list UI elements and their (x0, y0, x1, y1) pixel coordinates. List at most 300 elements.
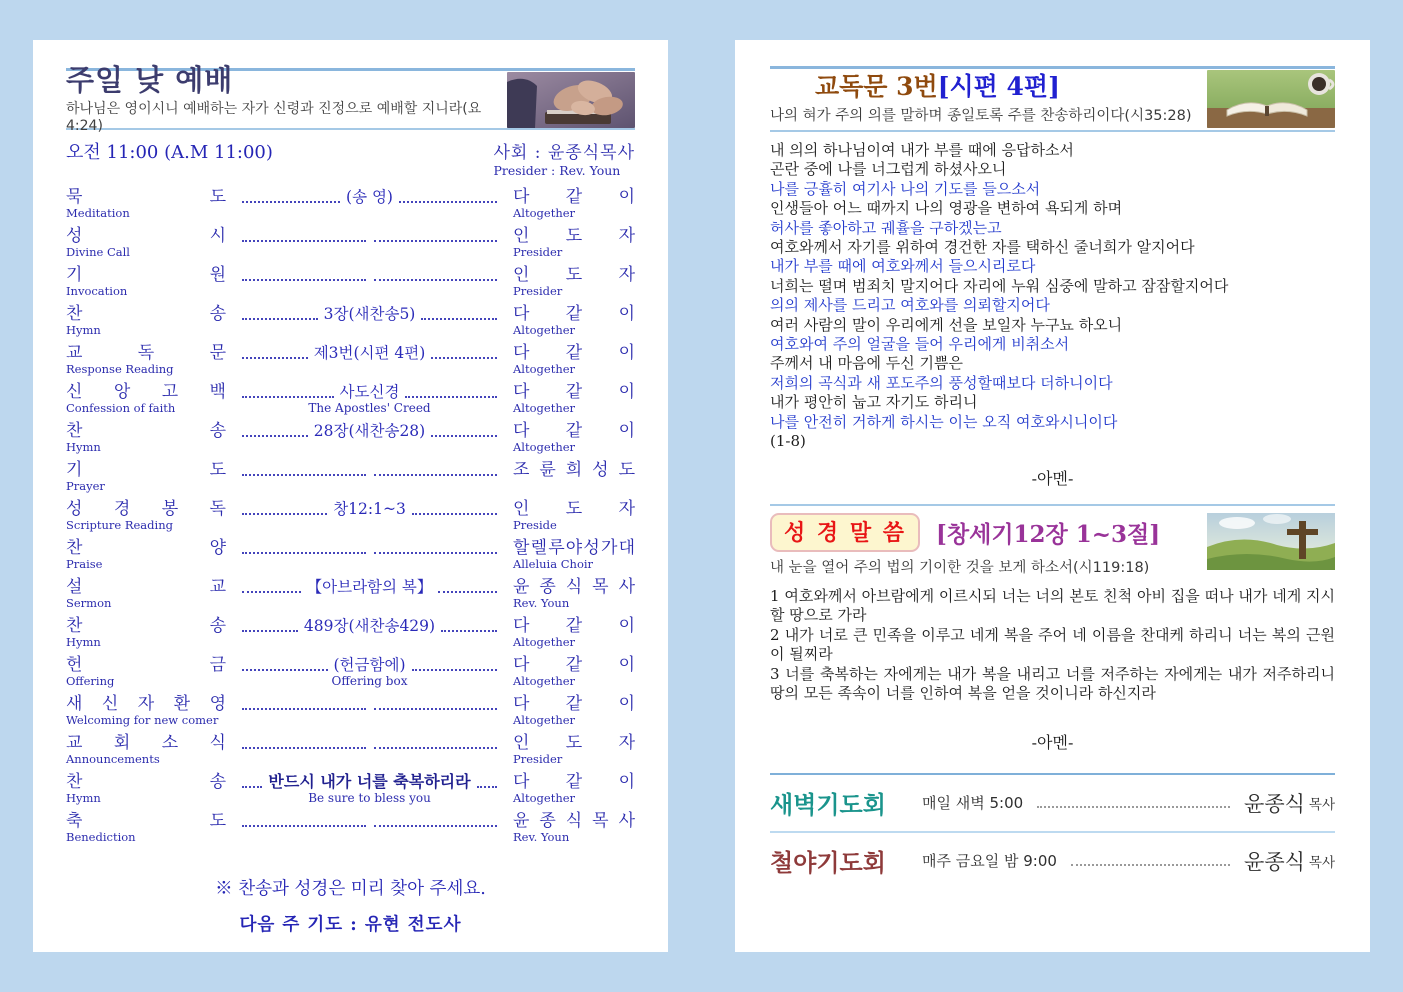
char: 신 (66, 382, 83, 402)
item-who-cell (513, 539, 635, 578)
char: 교 (209, 577, 226, 597)
char: 인 (513, 226, 530, 246)
worship-item-row (66, 578, 635, 617)
char: 종 (539, 577, 556, 597)
psalm-line: 곤란 중에 나를 너그럽게 하셨사오니 (770, 160, 1007, 179)
item-who-cell (513, 695, 635, 734)
item-label-cell (66, 422, 226, 461)
psalm-line: 허사를 좋아하고 궤휼을 구하겠는고 (770, 218, 1002, 237)
psalm-line: 의의 제사를 드리고 여호와를 의뢰할지어다 (770, 296, 1050, 315)
char: 자 (618, 265, 635, 285)
item-english-label: Divine Call (66, 245, 130, 259)
page-title: 주일 낮 예배 (66, 62, 234, 97)
psalm-line: 주께서 내 마음에 두신 기쁨은 (770, 354, 963, 373)
item-center-subtext: The Apostles' Creed (308, 401, 431, 415)
char: 기 (66, 265, 83, 285)
char: 자 (618, 499, 635, 519)
meeting-time: 매일 새벽 5:00 (922, 794, 1024, 812)
prayer-meeting-row (770, 775, 1335, 831)
char: 륜 (539, 460, 556, 480)
char: 루 (548, 538, 565, 558)
char: 경 (113, 499, 131, 519)
char: 윤 (513, 811, 530, 831)
char: 봉 (161, 499, 179, 519)
item-center-cell (238, 734, 501, 773)
prayer-meetings-list (735, 775, 1370, 889)
scripture-header (770, 504, 1335, 579)
praying-hands-image (507, 72, 635, 128)
char: 문 (209, 343, 226, 363)
char: 같 (565, 187, 583, 207)
item-center-text: (헌금함에) (333, 656, 406, 674)
char: 같 (565, 616, 583, 636)
item-korean-label (66, 500, 226, 519)
char: 이 (618, 382, 635, 402)
char: 기 (66, 460, 83, 480)
item-center-cell (238, 812, 501, 851)
char: 같 (565, 382, 583, 402)
dotted-leader (238, 734, 501, 753)
item-center-cell (238, 188, 501, 227)
meeting-time: 매주 금요일 밤 9:00 (922, 852, 1057, 870)
item-who-cell (513, 500, 635, 539)
item-who-cell (513, 383, 635, 422)
item-who-cell (513, 344, 635, 383)
char: 찬 (66, 772, 83, 792)
item-who-korean (513, 695, 635, 714)
worship-item-row (66, 305, 635, 344)
item-who-cell (513, 188, 635, 227)
char: 이 (618, 655, 635, 675)
item-center-cell (238, 227, 501, 266)
item-label-cell (66, 188, 226, 227)
char: 성 (66, 226, 83, 246)
char: 원 (209, 265, 226, 285)
responsive-reading-subtitle: 나의 혀가 주의 의를 말하며 종일토록 주를 찬송하리이다(시35:28) (770, 108, 1192, 125)
prayer-meeting-row (770, 833, 1335, 889)
char: 목 (592, 811, 609, 831)
item-who-korean (513, 188, 635, 207)
char: 식 (565, 811, 583, 831)
worship-item-row (66, 695, 635, 734)
worship-item-row (66, 734, 635, 773)
char: 이 (618, 187, 635, 207)
item-center-cell (238, 305, 501, 344)
char: 다 (513, 304, 530, 324)
psalm-line: 여러 사람의 말이 우리에게 선을 보일자 누구뇨 하오니 (770, 315, 1123, 334)
scripture-text-block (770, 587, 1335, 704)
dotted-leader (238, 773, 501, 792)
worship-item-row (66, 422, 635, 461)
char: 할 (513, 538, 530, 558)
dotted-leader (238, 500, 501, 519)
meeting-dotted-leader (1071, 864, 1230, 866)
char: 금 (209, 655, 226, 675)
dotted-leader (238, 266, 501, 285)
item-label-cell (66, 539, 226, 578)
char: 자 (618, 226, 635, 246)
item-who-english: Altogether (513, 206, 576, 220)
item-who-english: Altogether (513, 440, 576, 454)
char: 인 (513, 265, 530, 285)
item-center-cell (238, 578, 501, 617)
dotted-leader (238, 812, 501, 831)
meeting-leader-title: 목사 (1308, 796, 1335, 813)
dotted-leader (238, 617, 501, 636)
char: 성 (583, 538, 600, 558)
item-who-cell (513, 461, 635, 500)
psalm-line: 나를 안전히 거하게 하시는 이는 오직 여호와시니이다 (770, 412, 1118, 431)
char: 다 (513, 382, 530, 402)
item-center-text: 반드시 내가 너를 축복하리라 (268, 772, 471, 791)
responsive-reading-title (770, 73, 1192, 101)
item-korean-label (66, 461, 226, 480)
item-who-english: Presider (513, 245, 563, 259)
char: 사 (618, 811, 635, 831)
item-center-text: 3장(새찬송5) (323, 305, 416, 323)
item-label-cell (66, 812, 226, 851)
right-page (735, 40, 1370, 952)
item-who-english: Altogether (513, 362, 576, 376)
char: 백 (209, 382, 226, 402)
item-english-label: Hymn (66, 323, 101, 337)
item-english-label: Welcoming for new comer (66, 713, 219, 727)
worship-item-row (66, 812, 635, 851)
item-who-korean (513, 734, 635, 753)
char: 다 (513, 187, 530, 207)
char: 헌 (66, 655, 83, 675)
char: 송 (209, 304, 226, 324)
reading-number: 교독문 3번 (815, 71, 938, 101)
item-who-cell (513, 773, 635, 812)
item-center-cell (238, 500, 501, 539)
dotted-leader (238, 695, 501, 714)
psalm-text-block (770, 141, 1335, 452)
item-english-label: Hymn (66, 791, 101, 805)
item-korean-label (66, 617, 226, 636)
psalm-line: (1-8) (770, 432, 806, 451)
item-label-cell (66, 461, 226, 500)
char: 같 (565, 343, 583, 363)
item-english-label: Confession of faith (66, 401, 176, 415)
item-label-cell (66, 383, 226, 422)
item-center-cell (238, 266, 501, 305)
char: 고 (161, 382, 179, 402)
meeting-leader-name: 윤종식 (1244, 791, 1305, 816)
item-who-korean (513, 773, 635, 792)
footer-note: ※ 찬송과 성경은 미리 찾아 주세요. (215, 879, 486, 899)
item-label-cell (66, 773, 226, 812)
char: 도 (565, 265, 583, 285)
item-who-korean (513, 500, 635, 519)
item-who-korean (513, 266, 635, 285)
char: 이 (618, 304, 635, 324)
item-who-cell (513, 656, 635, 695)
item-label-cell (66, 227, 226, 266)
char: 다 (513, 772, 530, 792)
char: 설 (66, 577, 83, 597)
char: 성 (592, 460, 609, 480)
item-center-text: (송 영) (346, 188, 393, 206)
item-center-cell (238, 773, 501, 812)
item-center-text: 【아브라함의 복】 (306, 578, 433, 596)
item-who-english: Alleluia Choir (513, 557, 594, 571)
item-english-label: Scripture Reading (66, 518, 173, 532)
char: 같 (565, 694, 583, 714)
item-english-label: Hymn (66, 635, 101, 649)
item-who-cell (513, 734, 635, 773)
scripture-verse: 3 너를 축복하는 자에게는 내가 복을 내리고 너를 저주하는 자에게는 내가 저주하리니 땅의 모든 족속이 너를 인하여 복을 얻을 것이니라 하신지라 (770, 664, 1335, 702)
item-center-cell (238, 344, 501, 383)
item-center-cell (238, 539, 501, 578)
item-who-english: Altogether (513, 635, 576, 649)
char: 목 (592, 577, 609, 597)
presider-korean: 사회 : 윤종식목사 (493, 143, 635, 163)
char: 찬 (66, 304, 83, 324)
meeting-name: 새벽기도회 (770, 791, 886, 819)
service-time: 오전 11:00 (A.M 11:00) (66, 142, 273, 163)
item-center-cell (238, 383, 501, 422)
psalm-line: 저희의 곡식과 새 포도주의 풍성할때보다 더하니이다 (770, 373, 1113, 392)
char: 묵 (66, 187, 83, 207)
char: 인 (513, 499, 530, 519)
char: 도 (565, 499, 583, 519)
item-korean-label (66, 578, 226, 597)
item-korean-label (66, 422, 226, 441)
item-korean-label (66, 305, 226, 324)
char: 도 (209, 187, 226, 207)
worship-item-row (66, 617, 635, 656)
char: 독 (209, 499, 226, 519)
item-who-english: Preside (513, 518, 557, 532)
item-english-label: Response Reading (66, 362, 174, 376)
dotted-leader (238, 383, 501, 402)
scripture-badge: 성 경 말 씀 (770, 513, 920, 552)
presider-block (494, 138, 636, 178)
char: 렐 (530, 538, 548, 558)
item-korean-label (66, 227, 226, 246)
char: 같 (565, 304, 583, 324)
char: 다 (513, 616, 530, 636)
item-english-label: Praise (66, 557, 103, 571)
dotted-leader (238, 188, 501, 207)
item-who-cell (513, 266, 635, 305)
char: 도 (565, 733, 583, 753)
worship-item-row (66, 383, 635, 422)
item-english-label: Benediction (66, 830, 136, 844)
psalm-line: 너희는 떨며 범죄치 말지어다 자리에 누워 심중에 말하고 잠잠할지어다 (770, 276, 1229, 295)
dotted-leader (238, 305, 501, 324)
char: 조 (513, 460, 530, 480)
left-page (33, 40, 668, 952)
char: 교 (66, 343, 83, 363)
char: 같 (565, 421, 583, 441)
char: 회 (113, 733, 131, 753)
char: 신 (101, 694, 119, 714)
psalm-line: 나를 긍휼히 여기사 나의 기도를 들으소서 (770, 179, 1041, 198)
char: 송 (209, 772, 226, 792)
dotted-leader (238, 461, 501, 480)
char: 축 (66, 811, 83, 831)
char: 야 (565, 538, 583, 558)
char: 도 (209, 460, 226, 480)
responsive-reading-header (770, 66, 1335, 132)
char: 성 (66, 499, 83, 519)
item-who-english: Altogether (513, 713, 576, 727)
char: 시 (209, 226, 226, 246)
char: 윤 (513, 577, 530, 597)
char: 다 (513, 694, 530, 714)
scripture-verse: 2 내가 너로 큰 민족을 이루고 네게 복을 주어 네 이름을 찬대케 하리니 너는 복의 근원이 될찌라 (770, 625, 1335, 663)
char: 종 (539, 811, 556, 831)
item-korean-label (66, 383, 226, 402)
item-korean-label (66, 773, 226, 792)
worship-order-list (66, 188, 635, 851)
meeting-dotted-leader (1037, 806, 1230, 808)
item-who-korean (513, 461, 635, 480)
item-korean-label (66, 188, 226, 207)
char: 영 (209, 694, 226, 714)
item-who-english: Presider (513, 284, 563, 298)
worship-item-row (66, 227, 635, 266)
item-center-subtext: Be sure to bless you (308, 791, 431, 805)
char: 송 (209, 616, 226, 636)
worship-item-row (66, 461, 635, 500)
item-korean-label (66, 656, 226, 675)
worship-item-row (66, 266, 635, 305)
item-who-english: Rev. Youn (513, 830, 570, 844)
char: 같 (565, 772, 583, 792)
item-english-label: Announcements (66, 752, 160, 766)
char: 다 (513, 421, 530, 441)
cross-on-hill-image (1207, 513, 1335, 570)
item-who-cell (513, 617, 635, 656)
char: 도 (565, 226, 583, 246)
page-subtitle: 하나님은 영이시니 예배하는 자가 신령과 진정으로 예배할 지니라(요4:24) (66, 101, 482, 135)
presider-english: Presider : Rev. Youn (493, 163, 621, 178)
psalm-line: 내 의의 하나님이여 내가 부를 때에 응답하소서 (770, 141, 1074, 159)
item-center-text: 489장(새찬송429) (303, 617, 436, 635)
char: 새 (66, 694, 83, 714)
item-label-cell (66, 617, 226, 656)
responsive-reading-titles (770, 73, 1192, 126)
psalm-line: 내가 부를 때에 여호와께서 들으시리로다 (770, 257, 1036, 276)
item-korean-label (66, 266, 226, 285)
char: 환 (173, 694, 191, 714)
char: 희 (565, 460, 583, 480)
item-center-text: 제3번(시편 4편) (313, 344, 426, 362)
item-who-cell (513, 305, 635, 344)
dotted-leader (238, 578, 501, 597)
item-who-korean (513, 617, 635, 636)
item-korean-label (66, 695, 226, 714)
item-label-cell (66, 656, 226, 695)
dotted-leader (238, 539, 501, 558)
item-label-cell (66, 305, 226, 344)
reading-psalm-ref: [시편 4편] (937, 71, 1060, 101)
char: 이 (618, 694, 635, 714)
item-korean-label (66, 812, 226, 831)
char: 양 (209, 538, 226, 558)
scripture-verse: 1 여호와께서 아브람에게 이르시되 너는 너의 본토 친척 아비 집을 떠나 내가 네게 지시할 땅으로 가라 (770, 586, 1335, 624)
char: 자 (137, 694, 155, 714)
char: 인 (513, 733, 530, 753)
item-english-label: Invocation (66, 284, 128, 298)
scripture-subtitle: 내 눈을 열어 주의 법의 기이한 것을 보게 하소서(시119:18) (770, 559, 1150, 576)
item-english-label: Prayer (66, 479, 105, 493)
char: 도 (209, 811, 226, 831)
worship-item-row (66, 344, 635, 383)
scripture-reference: [창세기12장 1~3절] (936, 520, 1161, 548)
worship-item-row (66, 539, 635, 578)
item-who-cell (513, 227, 635, 266)
item-who-cell (513, 812, 635, 851)
item-center-text: 28장(새찬송28) (313, 422, 426, 440)
item-center-cell (238, 422, 501, 461)
worship-item-row (66, 500, 635, 539)
char: 이 (618, 421, 635, 441)
char: 찬 (66, 421, 83, 441)
left-title-block (66, 62, 507, 135)
char: 대 (618, 538, 635, 558)
service-meta (66, 138, 635, 178)
char: 식 (209, 733, 226, 753)
char: 이 (618, 343, 635, 363)
char: 교 (66, 733, 83, 753)
item-english-label: Sermon (66, 596, 112, 610)
char: 가 (600, 538, 618, 558)
item-who-english: Altogether (513, 323, 576, 337)
item-center-cell (238, 617, 501, 656)
worship-item-row (66, 188, 635, 227)
item-who-korean (513, 305, 635, 324)
char: 송 (209, 421, 226, 441)
left-page-header (66, 62, 635, 135)
dotted-leader (238, 344, 501, 363)
dotted-leader (238, 422, 501, 441)
char: 자 (618, 733, 635, 753)
item-who-korean (513, 422, 635, 441)
char: 이 (618, 772, 635, 792)
char: 찬 (66, 538, 83, 558)
psalm-line: 내가 평안히 눕고 자기도 하리니 (770, 393, 978, 412)
worship-item-row (66, 773, 635, 812)
item-center-cell (238, 695, 501, 734)
item-english-label: Offering (66, 674, 115, 688)
item-center-cell (238, 461, 501, 500)
item-who-english: Altogether (513, 791, 576, 805)
item-who-korean (513, 539, 635, 558)
char: 다 (513, 343, 530, 363)
char: 사 (618, 577, 635, 597)
meeting-name: 철야기도회 (770, 849, 886, 877)
item-who-cell (513, 578, 635, 617)
char: 앙 (113, 382, 131, 402)
item-center-cell (238, 656, 501, 695)
dotted-leader (238, 656, 501, 675)
item-center-text: 창12:1~3 (333, 500, 406, 518)
char: 이 (618, 616, 635, 636)
next-week-prayer-note: 다음 주 기도 : 유현 전도사 (239, 915, 462, 935)
item-label-cell (66, 578, 226, 617)
psalm-line: 여호와께서 자기를 위하여 경건한 자를 택하신 줄너희가 알지어다 (770, 238, 1195, 257)
item-label-cell (66, 266, 226, 305)
meeting-leader-title: 목사 (1308, 854, 1335, 871)
open-bible-image (1207, 70, 1335, 128)
char: 같 (565, 655, 583, 675)
item-who-cell (513, 422, 635, 461)
amen-reading: -아멘- (1031, 468, 1074, 488)
